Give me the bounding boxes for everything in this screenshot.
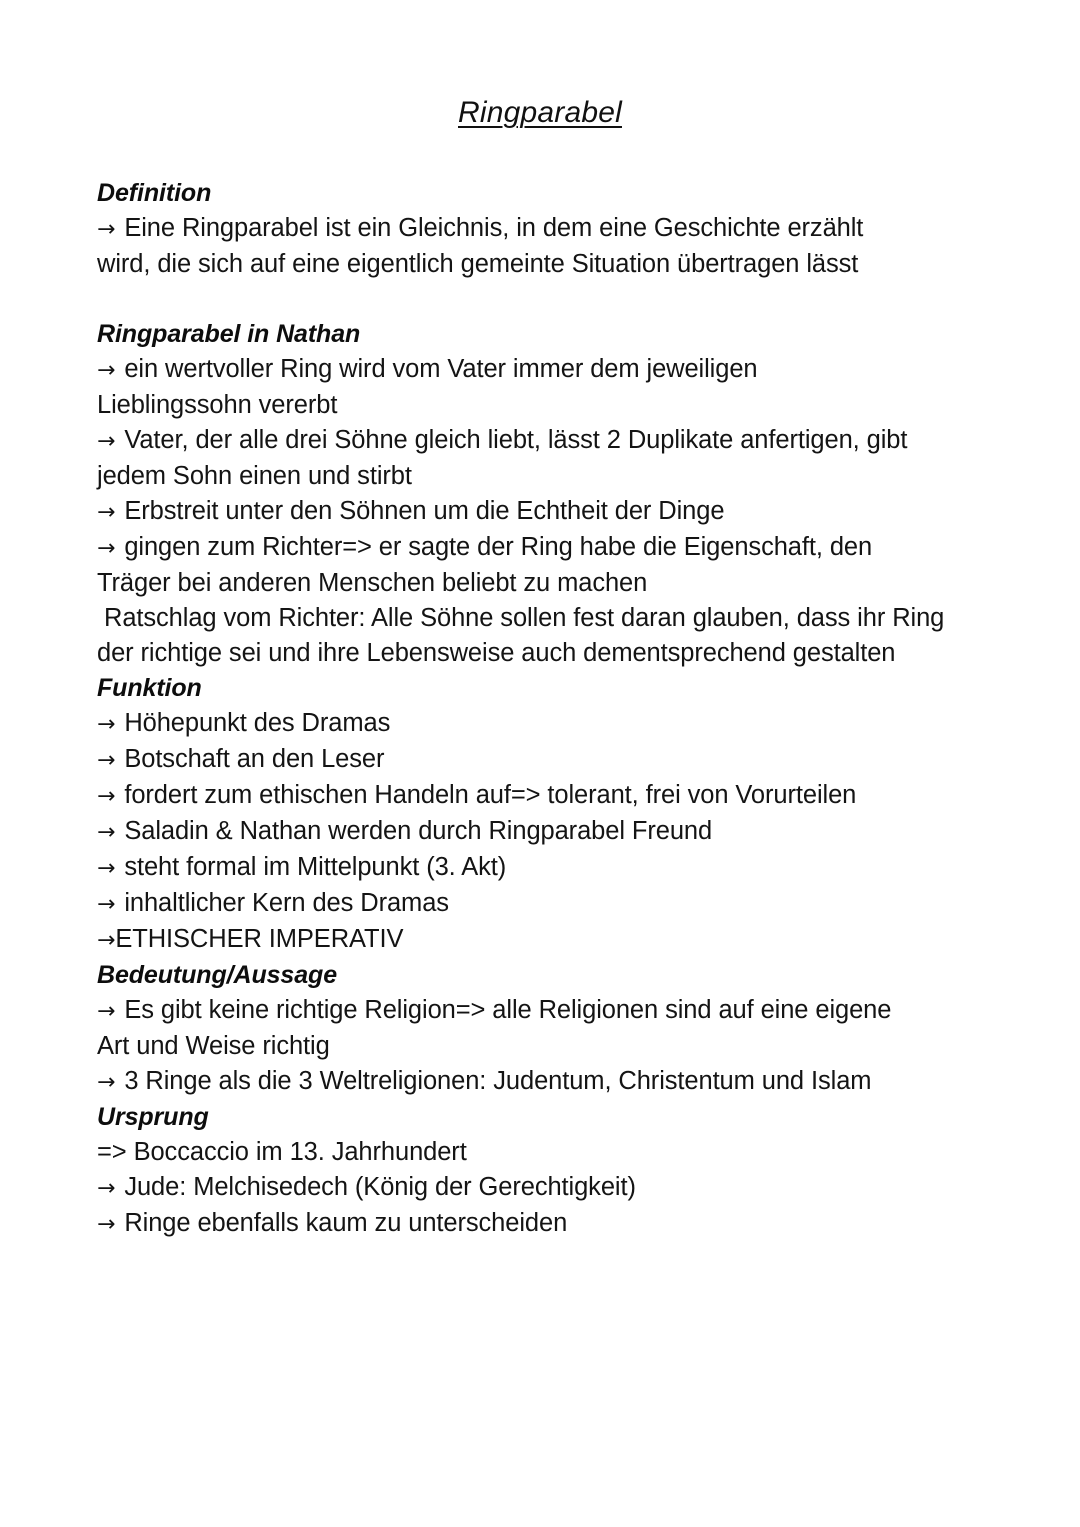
section-heading: Bedeutung/Aussage bbox=[97, 961, 337, 989]
bullet-line-text: Es gibt keine richtige Religion=> alle Religionen sind auf eine eigene bbox=[117, 996, 892, 1024]
bullet-line bbox=[97, 886, 987, 922]
page-title-text: Ringparabel bbox=[458, 96, 622, 129]
right-arrow-icon: → bbox=[97, 217, 116, 242]
bullet-line bbox=[97, 1064, 987, 1100]
bullet-line-text: ein wertvoller Ring wird vom Vater immer dem jeweiligen bbox=[117, 355, 758, 383]
body-line: Ratschlag vom Richter: Alle Söhne sollen fest daran glauben, dass ihr Ring bbox=[97, 604, 945, 632]
bullet-line bbox=[97, 494, 987, 530]
bullet-line-text: 3 Ringe als die 3 Weltreligionen: Judentum, Christentum und Islam bbox=[117, 1067, 872, 1095]
right-arrow-icon: → bbox=[97, 429, 116, 454]
section-heading: Ringparabel in Nathan bbox=[97, 320, 361, 348]
right-arrow-icon: → bbox=[97, 1176, 116, 1201]
right-arrow-icon: → bbox=[97, 999, 116, 1024]
body-line: wird, die sich auf eine eigentlich gemeinte Situation übertragen lässt bbox=[97, 250, 859, 278]
bullet-line-text: fordert zum ethischen Handeln auf=> tolerant, frei von Vorurteilen bbox=[117, 781, 857, 809]
right-arrow-icon: → bbox=[97, 820, 116, 845]
bullet-line bbox=[97, 742, 987, 778]
body-line: Träger bei anderen Menschen beliebt zu machen bbox=[97, 569, 648, 597]
body-line: jedem Sohn einen und stirbt bbox=[97, 462, 412, 490]
bullet-line bbox=[97, 922, 987, 958]
right-arrow-icon: → bbox=[97, 536, 116, 561]
bullet-line bbox=[97, 1170, 987, 1206]
bullet-line bbox=[97, 706, 987, 742]
section-heading: Definition bbox=[97, 179, 212, 207]
right-arrow-icon: → bbox=[97, 712, 116, 737]
bullet-line-text: inhaltlicher Kern des Dramas bbox=[117, 889, 449, 917]
right-arrow-icon: → bbox=[97, 856, 116, 881]
right-arrow-icon: → bbox=[97, 928, 116, 953]
bullet-line bbox=[97, 1206, 987, 1242]
bullet-line-text: Ringe ebenfalls kaum zu unterscheiden bbox=[117, 1209, 568, 1237]
bullet-line-text: Saladin & Nathan werden durch Ringparabel Freund bbox=[117, 817, 713, 845]
bullet-line-text: Eine Ringparabel ist ein Gleichnis, in dem eine Geschichte erzählt bbox=[117, 214, 864, 242]
body-line: Lieblingssohn vererbt bbox=[97, 391, 338, 419]
bullet-line bbox=[97, 993, 987, 1029]
right-arrow-icon: → bbox=[97, 748, 116, 773]
right-arrow-icon: → bbox=[97, 892, 116, 917]
right-arrow-icon: → bbox=[97, 784, 116, 809]
bullet-line bbox=[97, 211, 987, 247]
bullet-line bbox=[97, 778, 987, 814]
bullet-line-text: Jude: Melchisedech (König der Gerechtigkeit) bbox=[117, 1173, 636, 1201]
right-arrow-icon: → bbox=[97, 1070, 116, 1095]
bullet-line-text: steht formal im Mittelpunkt (3. Akt) bbox=[117, 853, 507, 881]
right-arrow-icon: → bbox=[97, 1212, 116, 1237]
bullet-line-text: ETHISCHER IMPERATIV bbox=[115, 925, 404, 953]
right-arrow-icon: → bbox=[97, 500, 116, 525]
body-line: Art und Weise richtig bbox=[97, 1032, 330, 1060]
body-line: => Boccaccio im 13. Jahrhundert bbox=[97, 1138, 467, 1166]
section-heading: Funktion bbox=[97, 674, 202, 702]
bullet-line bbox=[97, 352, 987, 388]
bullet-line-text: Vater, der alle drei Söhne gleich liebt, lässt 2 Duplikate anfertigen, gibt bbox=[117, 426, 908, 454]
body-line: der richtige sei und ihre Lebensweise auch dementsprechend gestalten bbox=[97, 639, 896, 667]
bullet-line-text: Erbstreit unter den Söhnen um die Echtheit der Dinge bbox=[117, 497, 725, 525]
section-heading: Ursprung bbox=[97, 1103, 209, 1131]
bullet-line bbox=[97, 530, 987, 566]
bullet-line-text: gingen zum Richter=> er sagte der Ring habe die Eigenschaft, den bbox=[117, 533, 873, 561]
bullet-line bbox=[97, 850, 987, 886]
bullet-line-text: Höhepunkt des Dramas bbox=[117, 709, 391, 737]
page-title bbox=[0, 96, 1080, 130]
bullet-line bbox=[97, 814, 987, 850]
bullet-line-text: Botschaft an den Leser bbox=[117, 745, 385, 773]
right-arrow-icon: → bbox=[97, 358, 116, 383]
document-body bbox=[97, 176, 987, 1242]
bullet-line bbox=[97, 423, 987, 459]
blank-line bbox=[97, 282, 987, 317]
